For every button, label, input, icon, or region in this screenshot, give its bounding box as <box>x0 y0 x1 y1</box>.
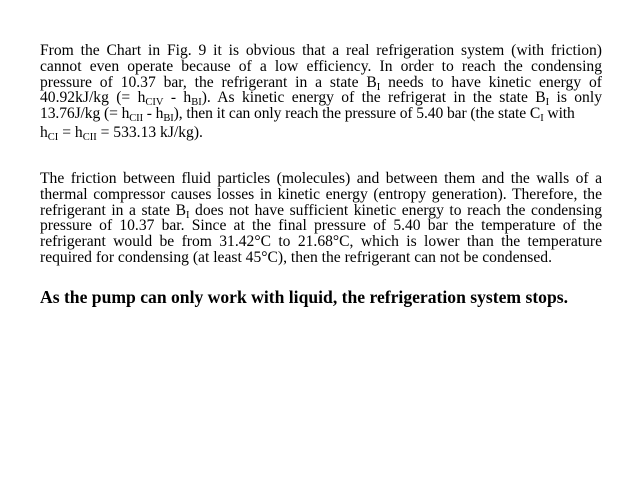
text-line: From the Chart in Fig. 9 it is obvious that a real refrigeration system (with friction) <box>40 42 602 59</box>
text-line: thermal compressor causes losses in kinetic energy (entropy generation). Therefore, the <box>40 185 602 203</box>
text-line: 13.76J/kg (= $h_{CII} - h_{BI}$), then it can only reach the pressure of 5.40 bar (the state $C_I$ with <box>40 105 575 125</box>
text-line: pressure of 10.37 bar, the refrigerant in a state $B_I$ needs to have kinetic energy of <box>40 73 602 93</box>
text-line: pressure of 10.37 bar. Since at the final pressure of 5.40 bar the temperature of the <box>40 217 602 235</box>
paragraph-friction-losses <box>40 171 602 266</box>
text-line: $h_{CI} = h_{CII} = 533.13$ kJ/kg). <box>40 123 203 143</box>
text-line: refrigerant in a state $B_I$ does not have sufficient kinetic energy to reach the condensing <box>40 201 603 221</box>
text-line: cannot even operate because of a low efficiency. In order to reach the condensing <box>40 57 602 75</box>
text-line: refrigerant would be from 31.42°C to 21.68°C, which is lower than the temperature <box>40 233 602 251</box>
text-line: required for condensing (at least 45°C), then the refrigerant can not be condensed. <box>40 248 552 266</box>
paragraph-friction-chart <box>40 43 602 141</box>
text-line: The friction between fluid particles (molecules) and between them and the walls of a <box>40 170 602 187</box>
document-page <box>40 0 602 478</box>
conclusion-statement: As the pump can only work with liquid, the refrigeration system stops. <box>40 287 569 307</box>
text-line: 40.92kJ/kg (= $h_{CIV} - h_{BI}$). As kinetic energy of the refrigerat in the state $B_I$ is only <box>40 89 602 109</box>
